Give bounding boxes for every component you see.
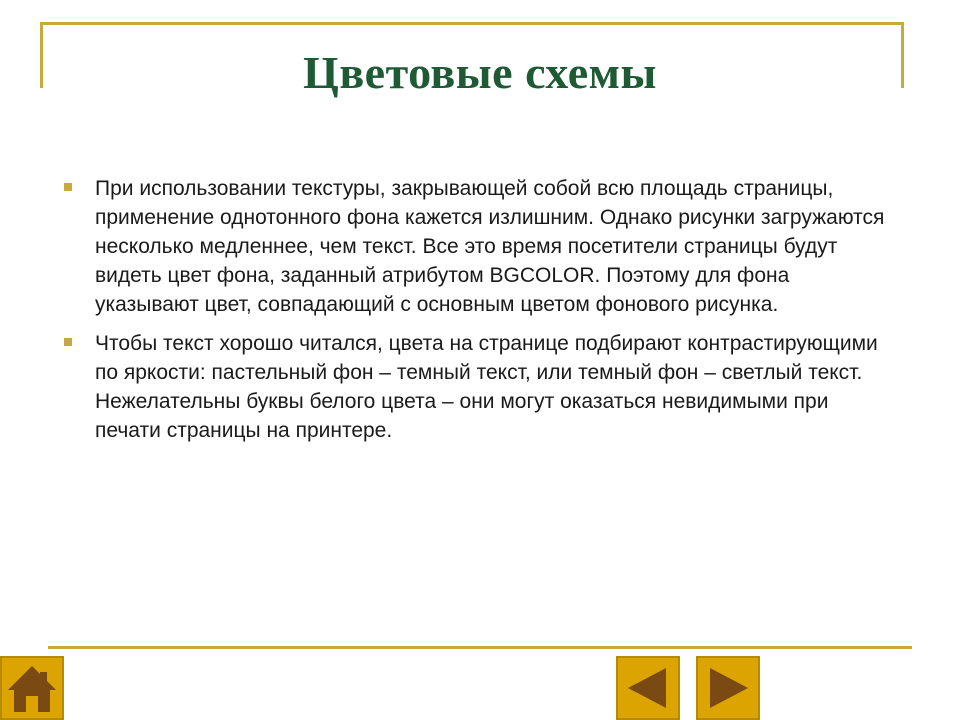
slide-title: Цветовые схемы [303, 47, 657, 98]
triangle-left-icon [618, 658, 678, 718]
next-slide-button[interactable] [696, 656, 760, 720]
square-bullet-icon [64, 338, 72, 346]
bullet-text: При использовании текстуры, закрывающей собой всю площадь страницы, применение однотонного фона кажется излишним. Однако рисунки загружаются несколько медленнее, чем текст. Все это время посетители страницы будут видеть цвет фона, заданный атрибутом BGCOLOR. Поэтому для фона указывают цвет, совпадающий с основным цветом фонового рисунка. [95, 177, 885, 316]
frame-line-top [40, 22, 904, 25]
bullet-list [90, 174, 890, 455]
bullet-item [90, 329, 890, 445]
frame-line-bottom [48, 646, 912, 649]
previous-slide-button[interactable] [616, 656, 680, 720]
bullet-text: Чтобы текст хорошо читался, цвета на странице подбирают контрастирующими по яркости: пастельный фон – темный текст, или темный фон – светлый текст. Нежелательны буквы белого цвета – они могут оказаться невидимыми при печати страницы на принтере. [95, 332, 878, 442]
home-icon [2, 658, 62, 718]
square-bullet-icon [64, 183, 72, 191]
triangle-right-icon [698, 658, 758, 718]
bullet-item [90, 174, 890, 319]
home-button[interactable] [0, 656, 64, 720]
